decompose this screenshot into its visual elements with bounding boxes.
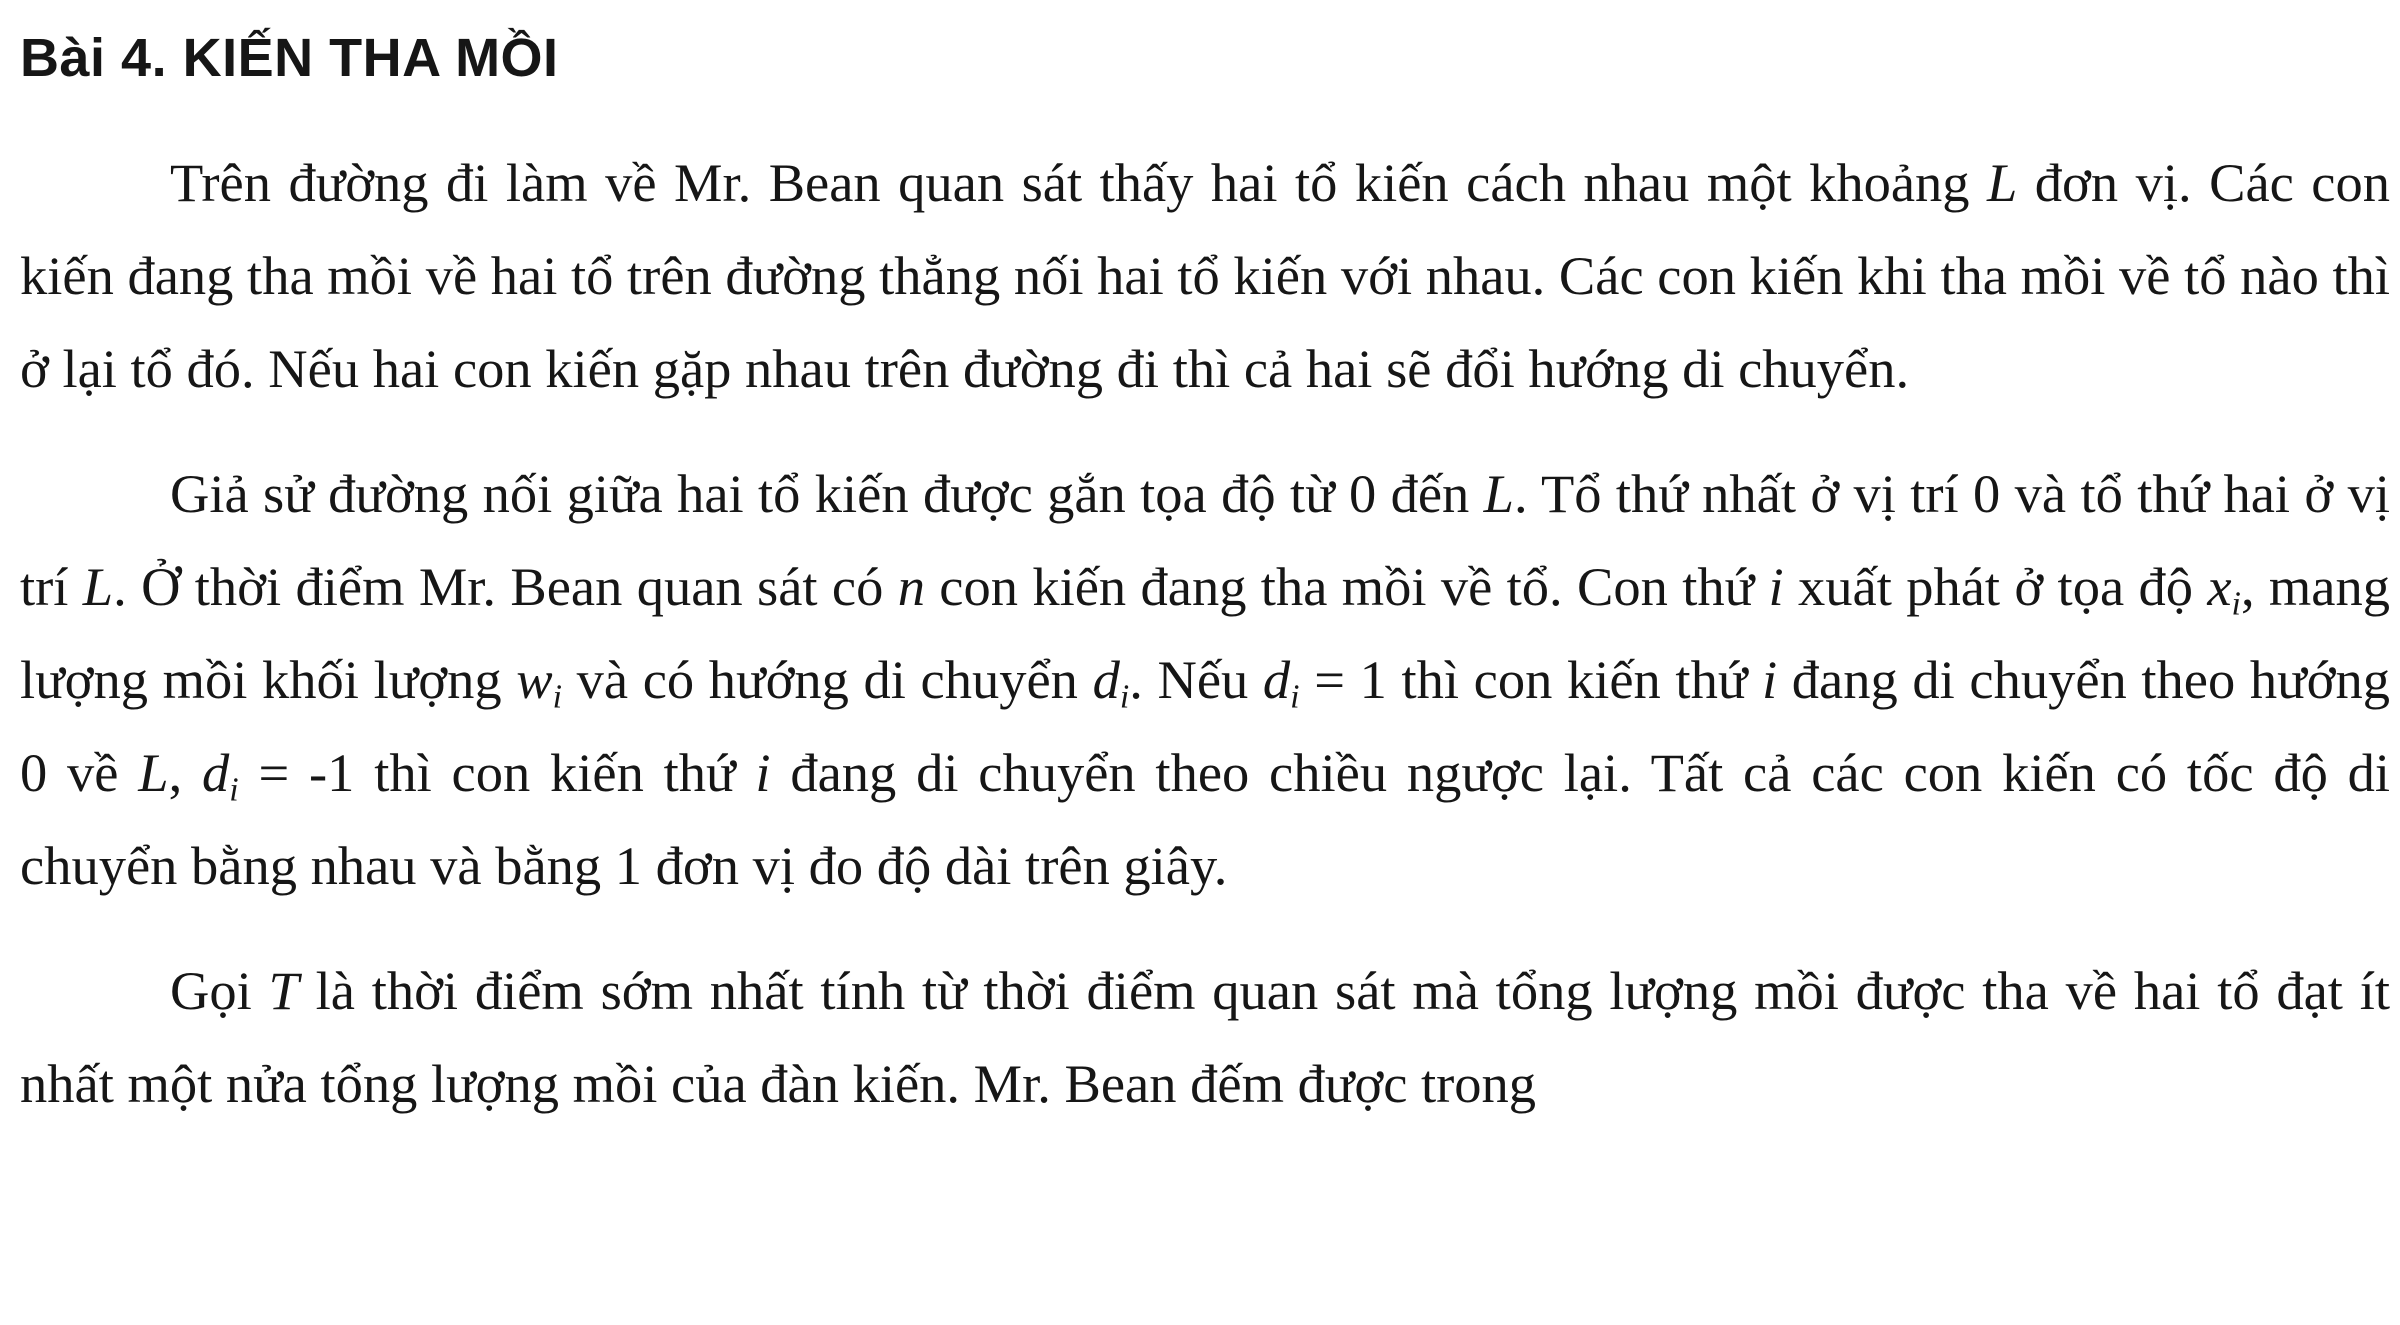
math-subscript: i bbox=[1290, 678, 1300, 716]
math-symbol: x bbox=[2207, 556, 2232, 617]
math-symbol: d bbox=[1262, 649, 1291, 710]
text-run: Gọi bbox=[170, 960, 269, 1021]
math-symbol: i bbox=[1768, 556, 1784, 617]
text-run: . Ở thời điểm Mr. Bean quan sát có bbox=[113, 556, 898, 617]
math-symbol: L bbox=[1987, 152, 2018, 213]
math-symbol: i bbox=[755, 742, 771, 803]
text-run: Giả sử đường nối giữa hai tổ kiến được gắn tọa độ từ 0 đến bbox=[170, 463, 1484, 524]
text-run: xuất phát ở tọa độ bbox=[1783, 556, 2208, 617]
text-run: = 1 thì con kiến thứ bbox=[1299, 649, 1762, 710]
math-symbol: d bbox=[202, 742, 230, 803]
problem-body bbox=[20, 136, 2390, 1130]
text-run: . Nếu bbox=[1129, 649, 1263, 710]
math-symbol: T bbox=[268, 960, 299, 1021]
paragraph bbox=[20, 944, 2390, 1130]
text-run: = -1 thì con kiến thứ bbox=[238, 742, 756, 803]
math-symbol: n bbox=[897, 556, 925, 617]
math-subscript: i bbox=[552, 678, 562, 716]
text-run: đang di chuyển theo hướng 0 về bbox=[20, 649, 2390, 803]
math-symbol: i bbox=[1762, 649, 1778, 710]
text-run: con kiến đang tha mồi về tổ. Con thứ bbox=[924, 556, 1769, 617]
text-run: là thời điểm sớm nhất tính từ thời điểm quan sát mà tổng lượng mồi được tha về hai tổ đạt ít nhất một nửa tổng lượng mồi của đàn kiến. Mr. Bean đếm được trong bbox=[20, 960, 2390, 1114]
text-run: đang di chuyển theo chiều ngược lại. Tất cả các con kiến có tốc độ di chuyển bằng nhau và bằng 1 đơn vị đo độ dài trên giây. bbox=[20, 742, 2391, 896]
math-symbol: w bbox=[516, 649, 553, 710]
math-subscript: i bbox=[2231, 585, 2241, 623]
text-run: . Tổ thứ nhất ở vị trí 0 và tổ thứ hai ở vị trí bbox=[20, 463, 2390, 617]
problem-title: Bài 4. KIẾN THA MỒI bbox=[20, 28, 559, 88]
text-run: , mang lượng mồi khối lượng bbox=[20, 556, 2390, 710]
text-run: và có hướng di chuyển bbox=[561, 649, 1093, 710]
math-subscript: i bbox=[1119, 678, 1130, 716]
paragraph bbox=[20, 136, 2390, 415]
math-symbol: L bbox=[82, 556, 114, 617]
paragraph bbox=[20, 447, 2390, 912]
text-run: đơn vị. Các con kiến đang tha mồi về hai tổ trên đường thẳng nối hai tổ kiến với nhau. Các con kiến khi tha mồi về tổ nào thì ở lại tổ đó. Nếu hai con kiến gặp nhau trên đường đi thì cả hai sẽ đổi hướng di chuyển. bbox=[20, 152, 2390, 399]
math-symbol: d bbox=[1092, 649, 1120, 710]
text-run: Trên đường đi làm về Mr. Bean quan sát thấy hai tổ kiến cách nhau một khoảng bbox=[170, 152, 1988, 213]
text-run: , bbox=[168, 742, 203, 803]
math-subscript: i bbox=[229, 771, 239, 809]
math-symbol: L bbox=[1483, 463, 1514, 524]
math-symbol: L bbox=[138, 742, 169, 803]
document-page bbox=[20, 18, 2390, 1130]
